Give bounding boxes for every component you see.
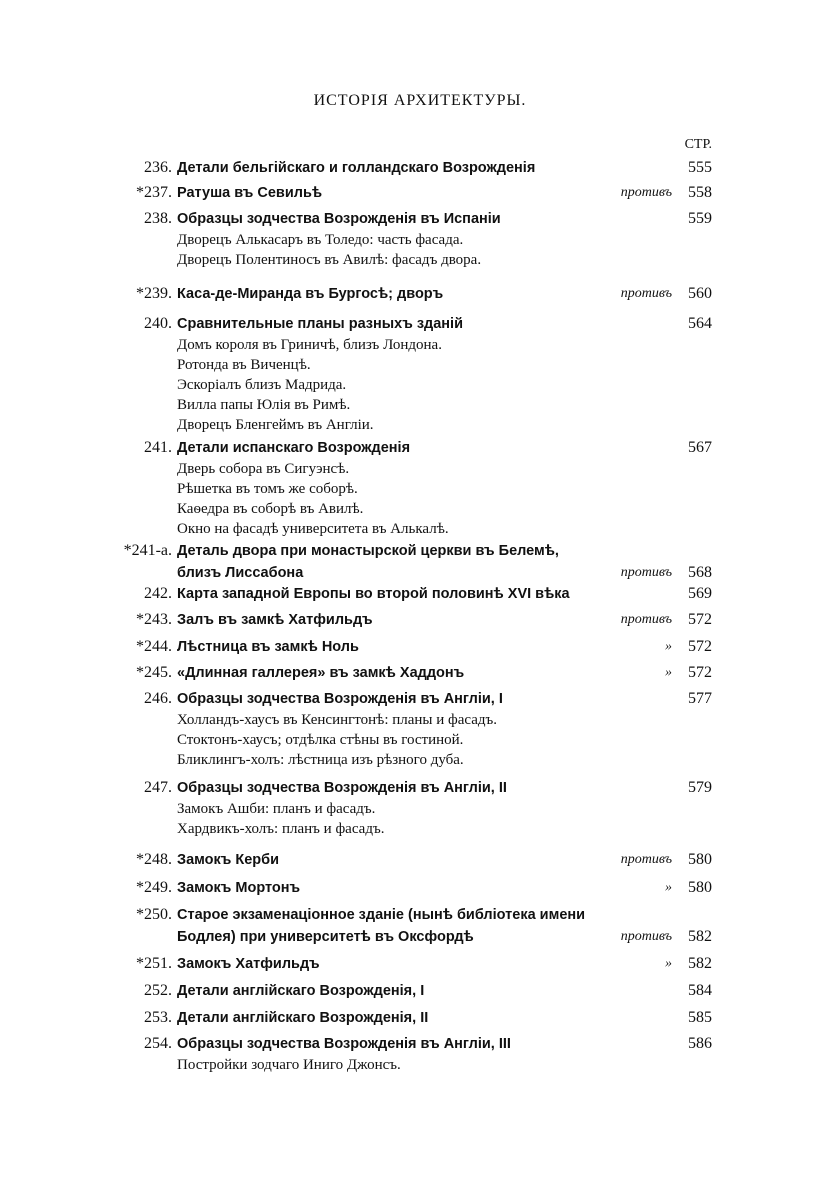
entry-page-number: 572 [685,636,712,658]
entry-subitem: Замокъ Ашби: планъ и фасадъ. [177,801,376,817]
entry-subitem: Домъ короля въ Гриничѣ, близъ Лондона. [177,337,442,353]
entry-number: *243. [136,611,172,628]
toc-entry [0,313,840,435]
entry-note: противъ [617,182,672,204]
toc-entry [0,609,840,631]
entry-number: *237. [136,184,172,201]
entry-title: Образцы зодчества Возрожденія въ Англіи, II . . . [177,777,610,799]
entry-title: Замокъ Мортонъ . . . [177,877,610,899]
entry-number: 242. [144,585,172,602]
entry-number: 241. [144,439,172,456]
entry-page-number: 580 [685,877,712,899]
toc-entry [0,1033,840,1075]
entry-page-number: 580 [685,849,712,871]
toc-entry [0,540,840,584]
entry-subitem: Бликлингъ-холъ: лѣстница изъ рѣзного дуба. [177,752,464,768]
entry-note: » [661,662,672,684]
page-column-label: СТР. [684,137,712,152]
entry-title: Замокъ Хатфильдъ . . . [177,953,610,975]
toc-entry [0,208,840,270]
entry-subitem: Вилла папы Юлія въ Римѣ. [177,397,351,413]
entry-number: 254. [144,1035,172,1052]
entry-number: 246. [144,690,172,707]
entry-title: Бодлея) при университетѣ въ Оксфордѣ . . . [177,926,610,948]
entry-subitem: Постройки зодчаго Иниго Джонсъ. [177,1057,401,1073]
entry-number: *245. [136,664,172,681]
toc-entry [0,182,840,204]
entry-page-number: 579 [685,777,712,799]
entry-page-number: 577 [685,688,712,710]
entry-title: Детали англійскаго Возрожденія, I . . . [177,980,610,1002]
entry-title: близъ Лиссабона . . . [177,562,610,584]
toc-entry [0,1007,840,1029]
entry-note: » [661,953,672,975]
entry-note: » [661,636,672,658]
entry-number: *239. [136,285,172,302]
entry-page-number: 572 [685,662,712,684]
entry-note: противъ [617,849,672,871]
entry-page-number: 559 [685,208,712,230]
entry-note: противъ [617,609,672,631]
page-title: ИСТОРІЯ АРХИТЕКТУРЫ. [313,92,527,109]
entry-title: Старое экзаменаціонное зданіе (нынѣ библіотека имени [177,904,712,926]
entry-number: *251. [136,955,172,972]
toc-entry [0,904,840,948]
entry-title: Деталь двора при монастырской церкви въ Белемѣ, [177,540,712,562]
entry-number: *250. [136,906,172,923]
toc-entry [0,953,840,975]
entry-subitem: Стоктонъ-хаусъ; отдѣлка стѣны въ гостиной. [177,732,464,748]
entry-subitem: Дворецъ Полентиносъ въ Авилѣ: фасадъ двора. [177,252,482,268]
entry-page-number: 568 [685,562,712,584]
entry-title: Ратуша въ Севильѣ . . . [177,182,610,204]
entry-number: 238. [144,210,172,227]
entry-subitem: Каѳедра въ соборѣ въ Авилѣ. [177,501,364,517]
toc-entry [0,157,840,179]
entry-title: Детали англійскаго Возрожденія, II . . . [177,1007,610,1029]
entry-title: Замокъ Керби . . . [177,849,610,871]
toc-entry [0,849,840,871]
entry-subitem: Холландъ-хаусъ въ Кенсингтонѣ: планы и фасадъ. [177,712,498,728]
toc-entry [0,283,840,305]
entry-title: Карта западной Европы во второй половинѣ XVI вѣка . . . [177,583,610,605]
entry-page-number: 584 [685,980,712,1002]
entry-number: *248. [136,851,172,868]
toc-entry [0,877,840,899]
entry-number: 247. [144,779,172,796]
toc-entry [0,437,840,539]
entry-number: *244. [136,638,172,655]
entry-page-number: 555 [685,157,712,179]
entry-title: Детали бельгійскаго и голландскаго Возрожденія . . . [177,157,610,179]
entry-subitem: Ротонда въ Виченцѣ. [177,357,311,373]
entry-number: 236. [144,159,172,176]
entry-number: *249. [136,879,172,896]
toc-entry [0,777,840,839]
entry-title: Образцы зодчества Возрожденія въ Испаніи . . . [177,208,610,230]
entry-title: Сравнительные планы разныхъ зданій . . . [177,313,610,335]
entry-title: Каса-де-Миранда въ Бургосѣ; дворъ . . . [177,283,610,305]
entry-number: 252. [144,982,172,999]
toc-entry [0,583,840,605]
entry-title: Детали испанскаго Возрожденія . . . [177,437,610,459]
entry-subitem: Рѣшетка въ томъ же соборѣ. [177,481,358,497]
toc-entry [0,636,840,658]
toc-entry [0,980,840,1002]
toc-entry [0,688,840,770]
entry-page-number: 582 [685,926,712,948]
entry-page-number: 585 [685,1007,712,1029]
entry-title: Образцы зодчества Возрожденія въ Англіи, I . . . [177,688,610,710]
entry-page-number: 558 [685,182,712,204]
entry-subitem: Дверь собора въ Сигуэнсѣ. [177,461,350,477]
entry-note: противъ [617,926,672,948]
entry-page-number: 560 [685,283,712,305]
entry-page-number: 586 [685,1033,712,1055]
entry-subitem: Дворецъ Бленгеймъ въ Англіи. [177,417,374,433]
entry-number: *241-а. [123,542,172,559]
entry-title: «Длинная галлерея» въ замкѣ Хаддонъ . . . [177,662,610,684]
entry-number: 240. [144,315,172,332]
entry-note: » [661,877,672,899]
entry-title: Залъ въ замкѣ Хатфильдъ . . . [177,609,610,631]
entry-page-number: 569 [685,583,712,605]
entry-number: 253. [144,1009,172,1026]
entry-subitem: Окно на фасадѣ университета въ Алькалѣ. [177,521,449,537]
entry-page-number: 582 [685,953,712,975]
entry-page-number: 567 [685,437,712,459]
entry-page-number: 572 [685,609,712,631]
entry-title: Лѣстница въ замкѣ Ноль . . . [177,636,610,658]
entry-subitem: Дворецъ Алькасаръ въ Толедо: часть фасада. [177,232,464,248]
entry-subitem: Хардвикъ-холъ: планъ и фасадъ. [177,821,385,837]
entry-subitem: Эскоріалъ близъ Мадрида. [177,377,347,393]
entry-note: противъ [617,283,672,305]
entry-note: противъ [617,562,672,584]
toc-entry [0,662,840,684]
entry-page-number: 564 [685,313,712,335]
entry-title: Образцы зодчества Возрожденія въ Англіи, III . . . [177,1033,610,1055]
